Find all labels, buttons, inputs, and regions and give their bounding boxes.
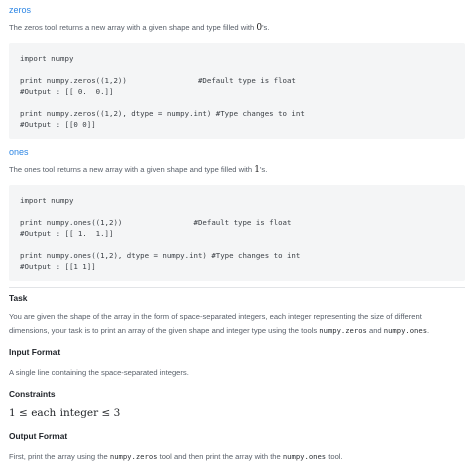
code-line: import numpy [20, 196, 74, 205]
code-line: print numpy.zeros((1,2)) #Default type is float [20, 76, 296, 85]
zeros-section-title[interactable]: zeros [9, 5, 32, 15]
code-line: #Output : [[0 0]] [20, 120, 96, 129]
output-format-heading: Output Format [9, 431, 68, 441]
code-line: print numpy.ones((1,2), dtype = numpy.int) #Type changes to int [20, 251, 301, 260]
code-line: print numpy.ones((1,2)) #Default type is float [20, 218, 292, 227]
output-format-text-part: tool and then print the array with the [157, 452, 283, 461]
section-divider [9, 287, 465, 288]
task-text-line-2 [9, 325, 429, 336]
constraints-formula [9, 406, 120, 420]
code-line: #Output : [[1 1]] [20, 262, 96, 271]
inline-code-numpy-ones: numpy.ones [282, 452, 327, 461]
task-text-line-1: You are given the shape of the array in the form of space-separated integers, each integer representing the size of different [9, 312, 422, 321]
zeros-description [9, 22, 269, 34]
ones-description [9, 164, 267, 176]
ones-description-math: 1 [254, 165, 260, 175]
constraint-le-symbol: ≤ [101, 407, 111, 419]
code-line: #Output : [[ 0. 0.]] [20, 87, 114, 96]
code-line: import numpy [20, 54, 74, 63]
constraints-heading: Constraints [9, 389, 56, 399]
constraint-le-symbol: ≤ [19, 407, 28, 419]
task-text: . [427, 326, 430, 335]
zeros-code-block[interactable] [9, 43, 465, 139]
code-line: #Output : [[ 1. 1.]] [20, 229, 114, 238]
input-format-heading: Input Format [9, 347, 61, 357]
zeros-description-suffix: 's. [262, 23, 270, 32]
output-format-text [9, 451, 343, 462]
task-text: dimensions, your task is to print an array of the given shape and integer type using the tools [9, 326, 320, 335]
zeros-description-math: 0 [256, 23, 263, 33]
constraint-lower-bound: 1 [9, 407, 16, 419]
output-format-text-part: tool. [326, 452, 343, 461]
output-format-text-part: First, print the array using the [9, 452, 110, 461]
constraint-variable: each integer [31, 407, 99, 419]
code-line: print numpy.zeros((1,2), dtype = numpy.int) #Type changes to int [20, 109, 305, 118]
ones-description-suffix: 's. [259, 165, 268, 174]
ones-description-text: The ones tool returns a new array with a given shape and type filled with [9, 165, 255, 174]
inline-code-numpy-ones: numpy.ones [383, 326, 428, 335]
task-text: and [366, 326, 384, 335]
ones-code-block[interactable] [9, 185, 465, 281]
constraint-upper-bound: 3 [113, 407, 121, 419]
ones-section-title[interactable]: ones [9, 147, 29, 157]
input-format-text: A single line containing the space-separated integers. [9, 368, 189, 377]
inline-code-numpy-zeros: numpy.zeros [319, 326, 367, 335]
task-heading: Task [9, 293, 28, 303]
inline-code-numpy-zeros: numpy.zeros [109, 452, 158, 461]
zeros-description-text: The zeros tool returns a new array with a given shape and type filled with [9, 23, 257, 32]
